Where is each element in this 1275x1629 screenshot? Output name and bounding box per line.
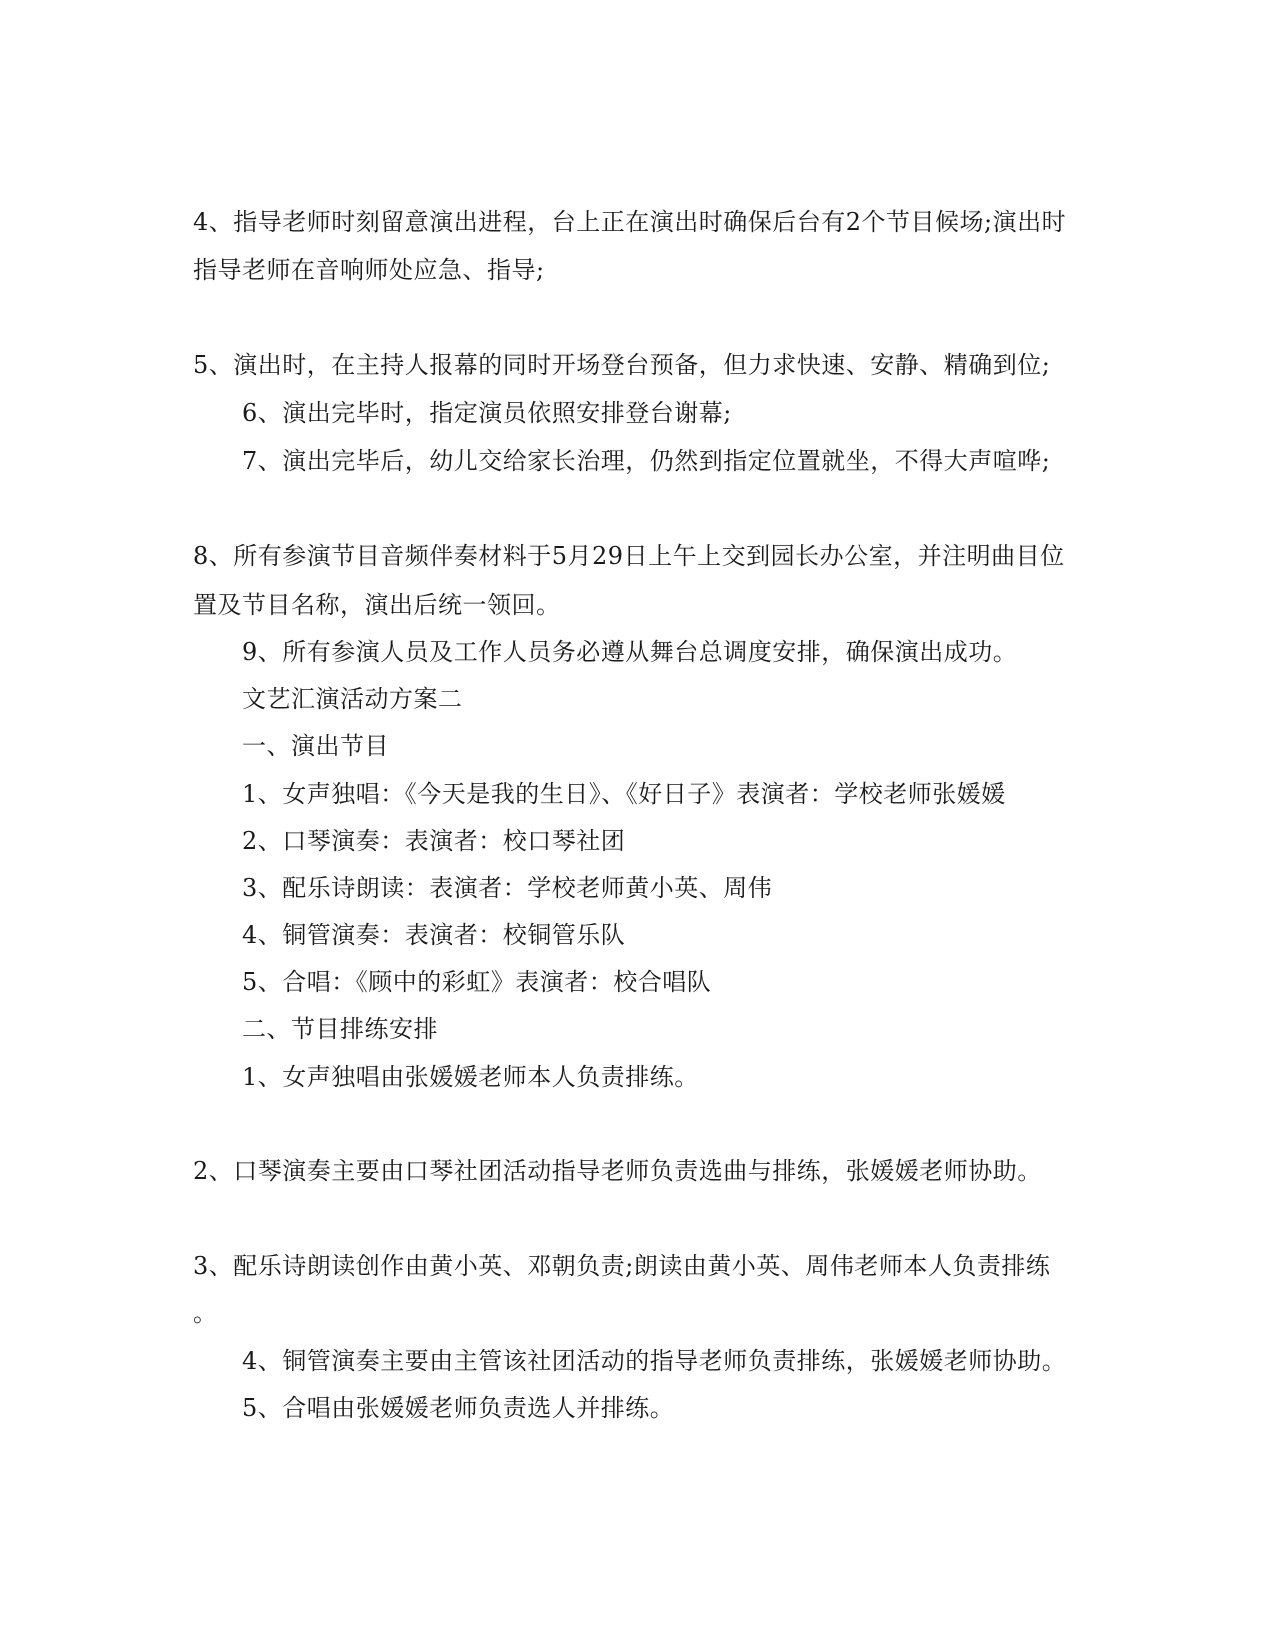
text-line: 3、配乐诗朗读：表演者：学校老师黄小英、周伟 [242, 874, 773, 902]
text-line: 指导老师在音响师处应急、指导; [193, 256, 545, 284]
text-line: 5、合唱由张媛媛老师负责选人并排练。 [242, 1394, 675, 1422]
text-line: 2、口琴演奏主要由口琴社团活动指导老师负责选曲与排练，张媛媛老师协助。 [193, 1157, 1042, 1185]
text-line: 7、演出完毕后，幼儿交给家长治理，仍然到指定位置就坐，不得大声喧哗; [242, 447, 1051, 475]
text-line: 9、所有参演人员及工作人员务必遵从舞台总调度安排，确保演出成功。 [242, 638, 1018, 666]
text-line: 4、铜管演奏主要由主管该社团活动的指导老师负责排练，张媛媛老师协助。 [242, 1347, 1067, 1375]
text-line: 。 [193, 1299, 218, 1327]
text-line: 6、演出完毕时，指定演员依照安排登台谢幕; [242, 399, 732, 427]
section-heading: 二、节目排练安排 [242, 1015, 438, 1043]
text-line: 5、演出时，在主持人报幕的同时开场登台预备，但力求快速、安静、精确到位; [193, 351, 1051, 379]
text-line: 1、女声独唱：《今天是我的生日》、《好日子》表演者：学校老师张媛媛 [242, 780, 1006, 808]
text-line: 3、配乐诗朗读创作由黄小英、邓朝负责;朗读由黄小英、周伟老师本人负责排练 [193, 1252, 1051, 1280]
text-line: 4、指导老师时刻留意演出进程，台上正在演出时确保后台有2个节目候场;演出时 [193, 208, 1067, 236]
section-heading: 文艺汇演活动方案二 [242, 685, 463, 713]
section-heading: 一、演出节目 [242, 732, 389, 760]
text-line: 8、所有参演节目音频伴奏材料于5月29日上午上交到园长办公室，并注明曲目位 [193, 542, 1065, 570]
text-line: 4、铜管演奏：表演者：校铜管乐队 [242, 921, 626, 949]
text-line: 5、合唱：《顾中的彩虹》表演者：校合唱队 [242, 968, 712, 996]
text-line: 1、女声独唱由张媛媛老师本人负责排练。 [242, 1063, 699, 1091]
text-line: 2、口琴演奏：表演者：校口琴社团 [242, 827, 626, 855]
text-line: 置及节目名称，演出后统一领回。 [193, 591, 561, 619]
